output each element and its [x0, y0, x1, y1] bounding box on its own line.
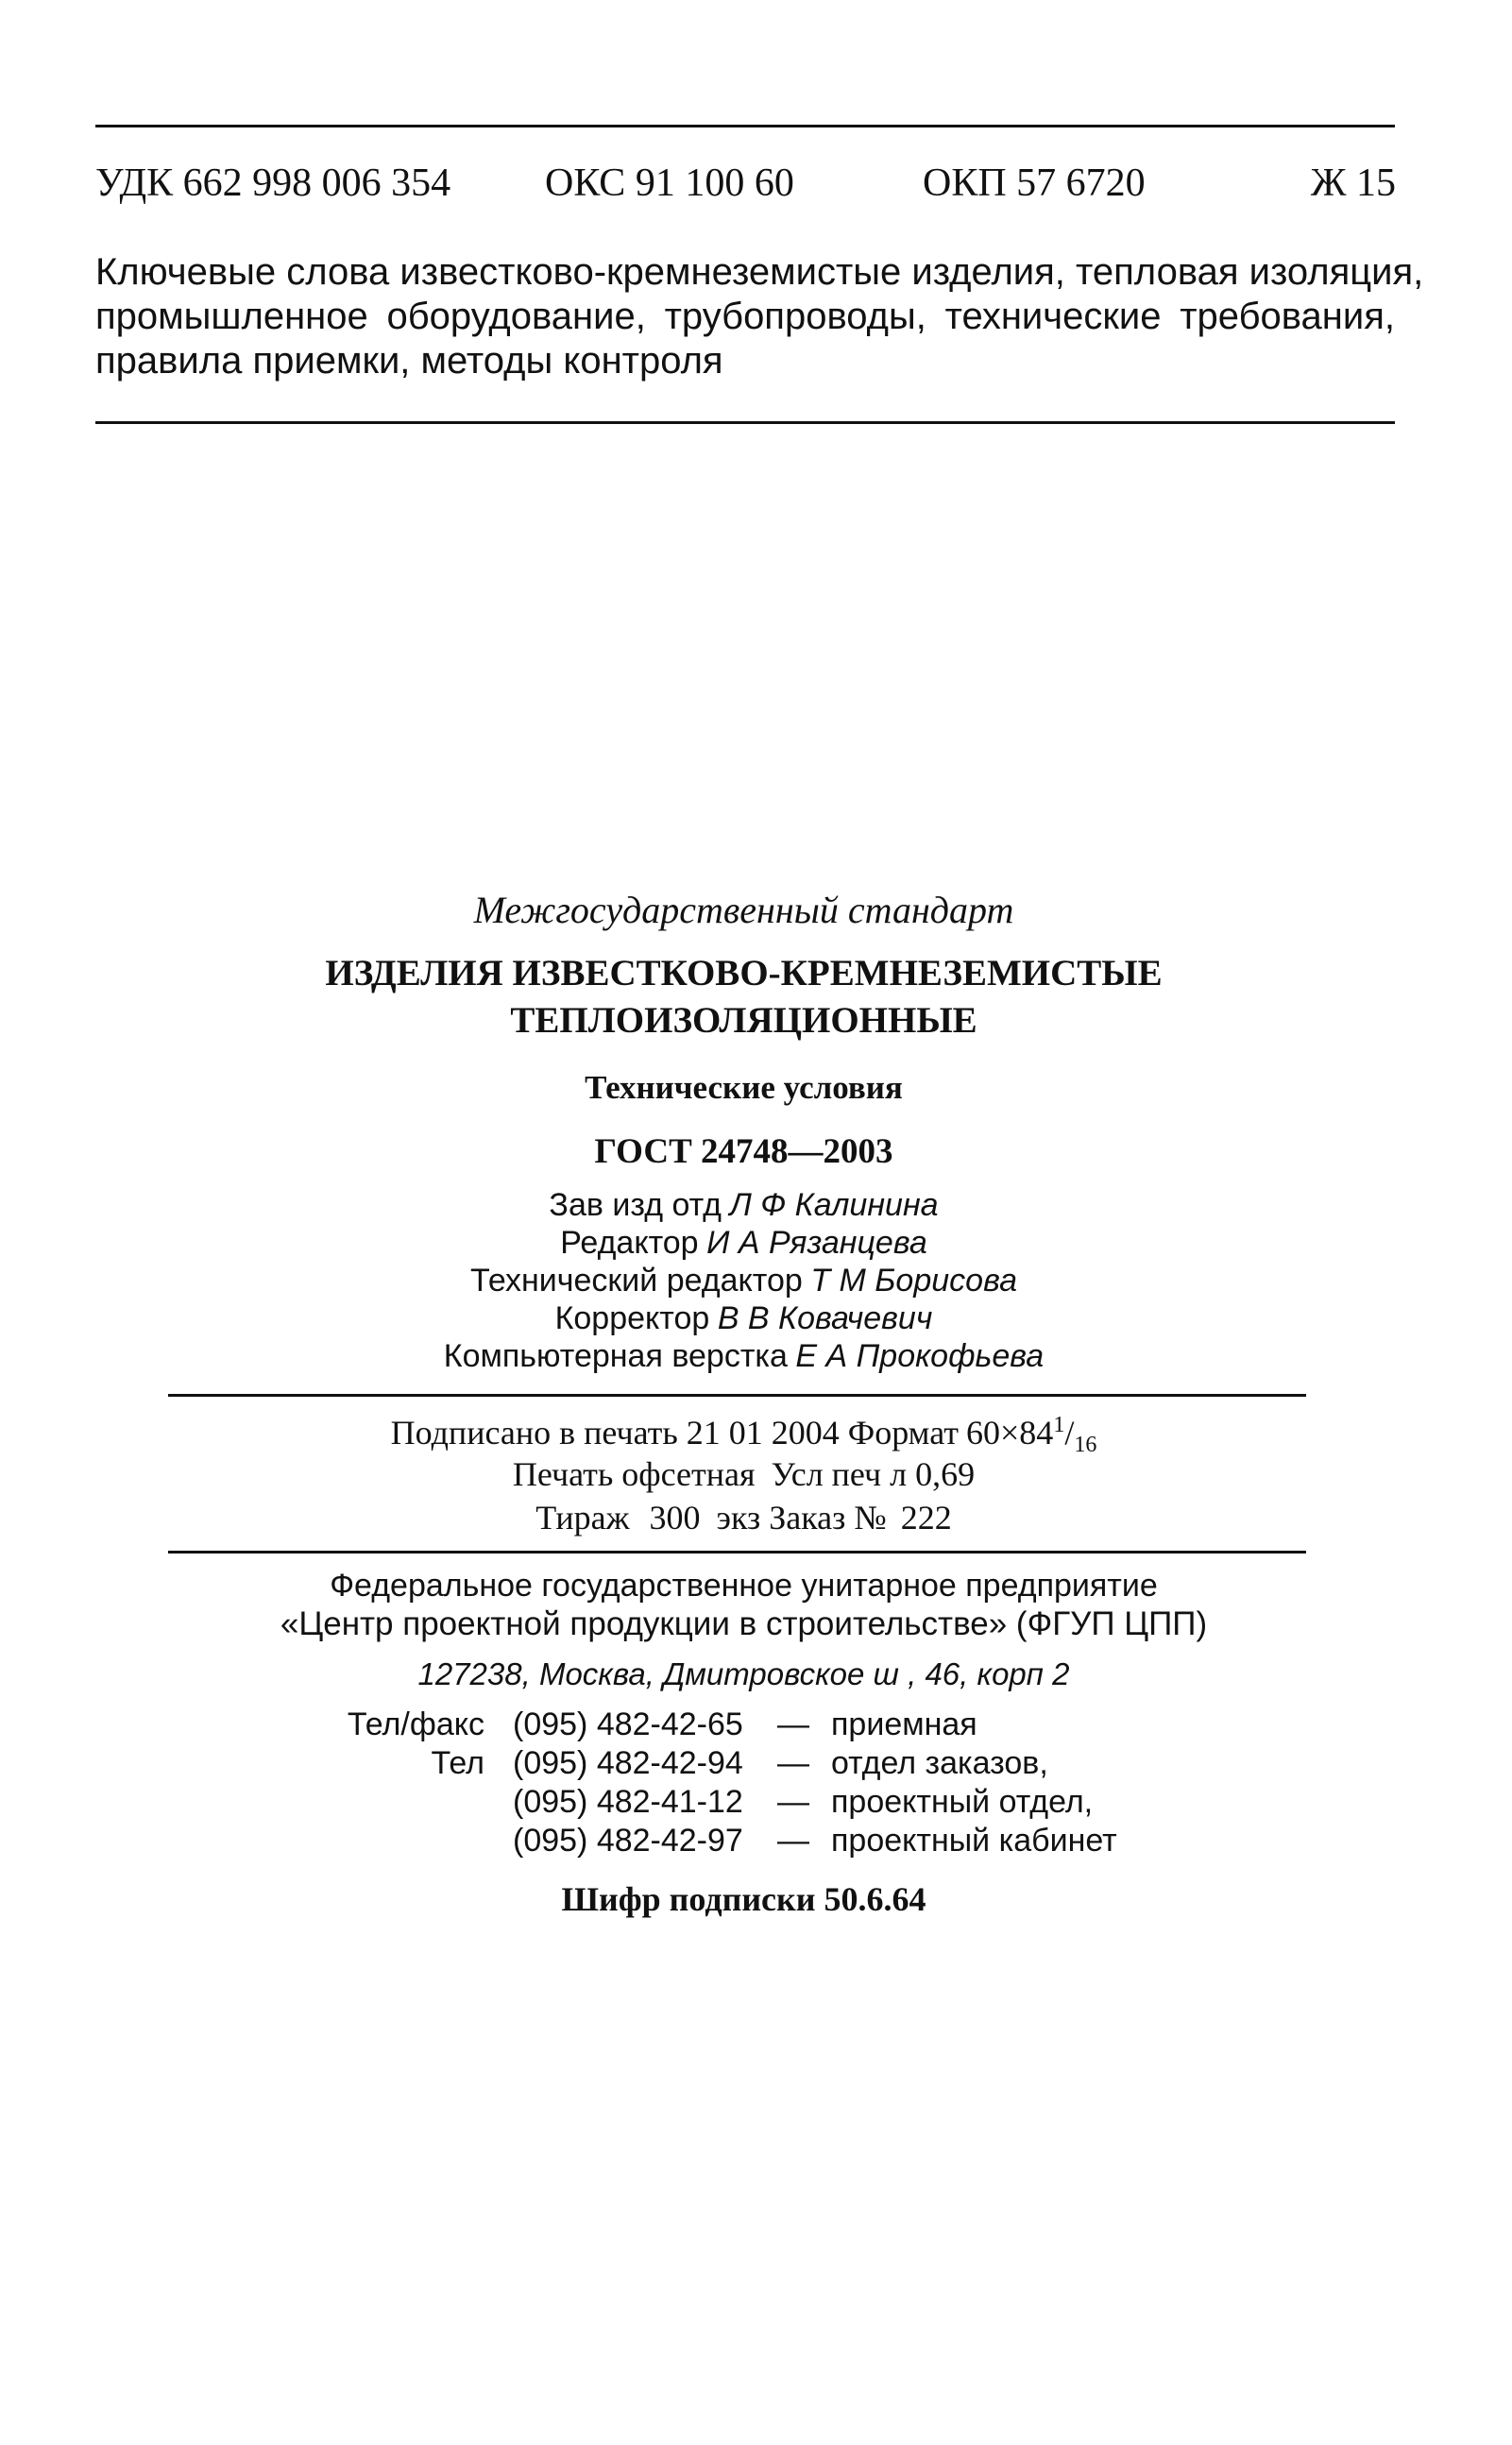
credit-person: Л Ф Калинина	[729, 1187, 939, 1223]
top-rule	[95, 125, 1395, 127]
credit-role: Компьютерная верстка	[443, 1338, 788, 1374]
credit-row	[0, 1338, 1487, 1375]
order-value: 222	[900, 1499, 952, 1537]
print-type-line	[0, 1454, 1487, 1494]
credit-role: Редактор	[560, 1225, 699, 1261]
phone-description: приемная	[831, 1706, 977, 1742]
run-value: 300	[649, 1499, 701, 1537]
print-info-bottom-rule	[168, 1551, 1306, 1554]
publisher-address: 127238, Москва, Дмитровское ш , 46, корп 2	[417, 1656, 1070, 1691]
print-info-top-rule	[168, 1394, 1306, 1397]
oks-code: ОКС 91 100 60	[545, 161, 794, 205]
credit-person: Т М Борисова	[810, 1263, 1017, 1299]
phone-dash: —	[777, 1745, 809, 1781]
print-type: Печать офсетная	[512, 1455, 756, 1493]
phone-number: (095) 482-42-97	[513, 1823, 743, 1859]
credit-person: Е А Прокофьева	[795, 1338, 1045, 1374]
phone-dash: —	[777, 1823, 809, 1859]
sheets-value: 0,69	[915, 1455, 976, 1493]
phone-label: Тел/факс	[347, 1706, 484, 1742]
format-label: Формат	[847, 1414, 959, 1452]
publisher-line-2: «Центр проектной продукции в строительстве» (ФГУП ЦПП)	[280, 1605, 1208, 1642]
phone-number: (095) 482-42-65	[513, 1706, 743, 1742]
run-unit: экз	[716, 1499, 761, 1537]
standard-title-line-1: ИЗДЕЛИЯ ИЗВЕСТКОВО-КРЕМНЕЗЕМИСТЫЕ	[325, 953, 1163, 993]
credit-row	[0, 1263, 1487, 1299]
credit-row	[0, 1187, 1487, 1224]
format-base: 60×84	[966, 1414, 1054, 1452]
phone-dash: —	[777, 1706, 809, 1742]
phone-dash: —	[777, 1784, 809, 1820]
credit-person: И А Рязанцева	[706, 1225, 927, 1261]
udk-code: УДК 662 998 006 354	[95, 161, 451, 205]
standard-kind: Межгосударственный стандарт	[473, 889, 1014, 931]
standard-designation: ГОСТ 24748—2003	[594, 1132, 893, 1171]
phone-label: Тел	[431, 1745, 484, 1781]
standard-subtitle: Технические условия	[585, 1069, 903, 1106]
credit-role: Зав изд отд	[549, 1187, 722, 1223]
sheets-label: Усл печ л	[771, 1455, 908, 1493]
credit-person: В В Ковачевич	[717, 1300, 933, 1336]
format-value	[966, 1413, 1097, 1458]
keywords-line-1: Ключевые слова известково-кремнеземистые изделия, тепловая изоляция,	[95, 251, 1424, 293]
credit-role: Корректор	[554, 1300, 710, 1336]
signed-label: Подписано в печать	[390, 1414, 678, 1452]
keywords-line-3: правила приемки, методы контроля	[95, 340, 723, 382]
signed-date: 21 01 2004	[686, 1414, 840, 1452]
credit-row	[0, 1300, 1487, 1337]
format-slash: /	[1064, 1414, 1075, 1452]
phone-description: отдел заказов,	[831, 1745, 1048, 1781]
order-label: Заказ №	[769, 1499, 887, 1537]
print-signed-line	[0, 1413, 1487, 1458]
keywords-rule	[95, 421, 1395, 424]
phone-number: (095) 482-41-12	[513, 1784, 743, 1820]
okp-code: ОКП 57 6720	[923, 161, 1146, 205]
format-numerator: 1	[1053, 1413, 1065, 1437]
group-code: Ж 15	[1310, 161, 1396, 205]
credit-role: Технический редактор	[470, 1263, 803, 1299]
publisher-line-1: Федеральное государственное унитарное предприятие	[330, 1568, 1158, 1604]
keywords-line-2: промышленное оборудование, трубопроводы, технические требования,	[95, 296, 1395, 337]
subscription-code: Шифр подписки 50.6.64	[561, 1880, 926, 1918]
standard-title-line-2: ТЕПЛОИЗОЛЯЦИОННЫЕ	[510, 1000, 977, 1041]
print-run-line	[0, 1498, 1487, 1537]
phone-description: проектный кабинет	[831, 1823, 1117, 1859]
run-label: Тираж	[535, 1499, 630, 1537]
phone-number: (095) 482-42-94	[513, 1745, 743, 1781]
phone-description: проектный отдел,	[831, 1784, 1094, 1820]
format-denominator: 16	[1074, 1433, 1097, 1458]
credit-row	[0, 1225, 1487, 1262]
